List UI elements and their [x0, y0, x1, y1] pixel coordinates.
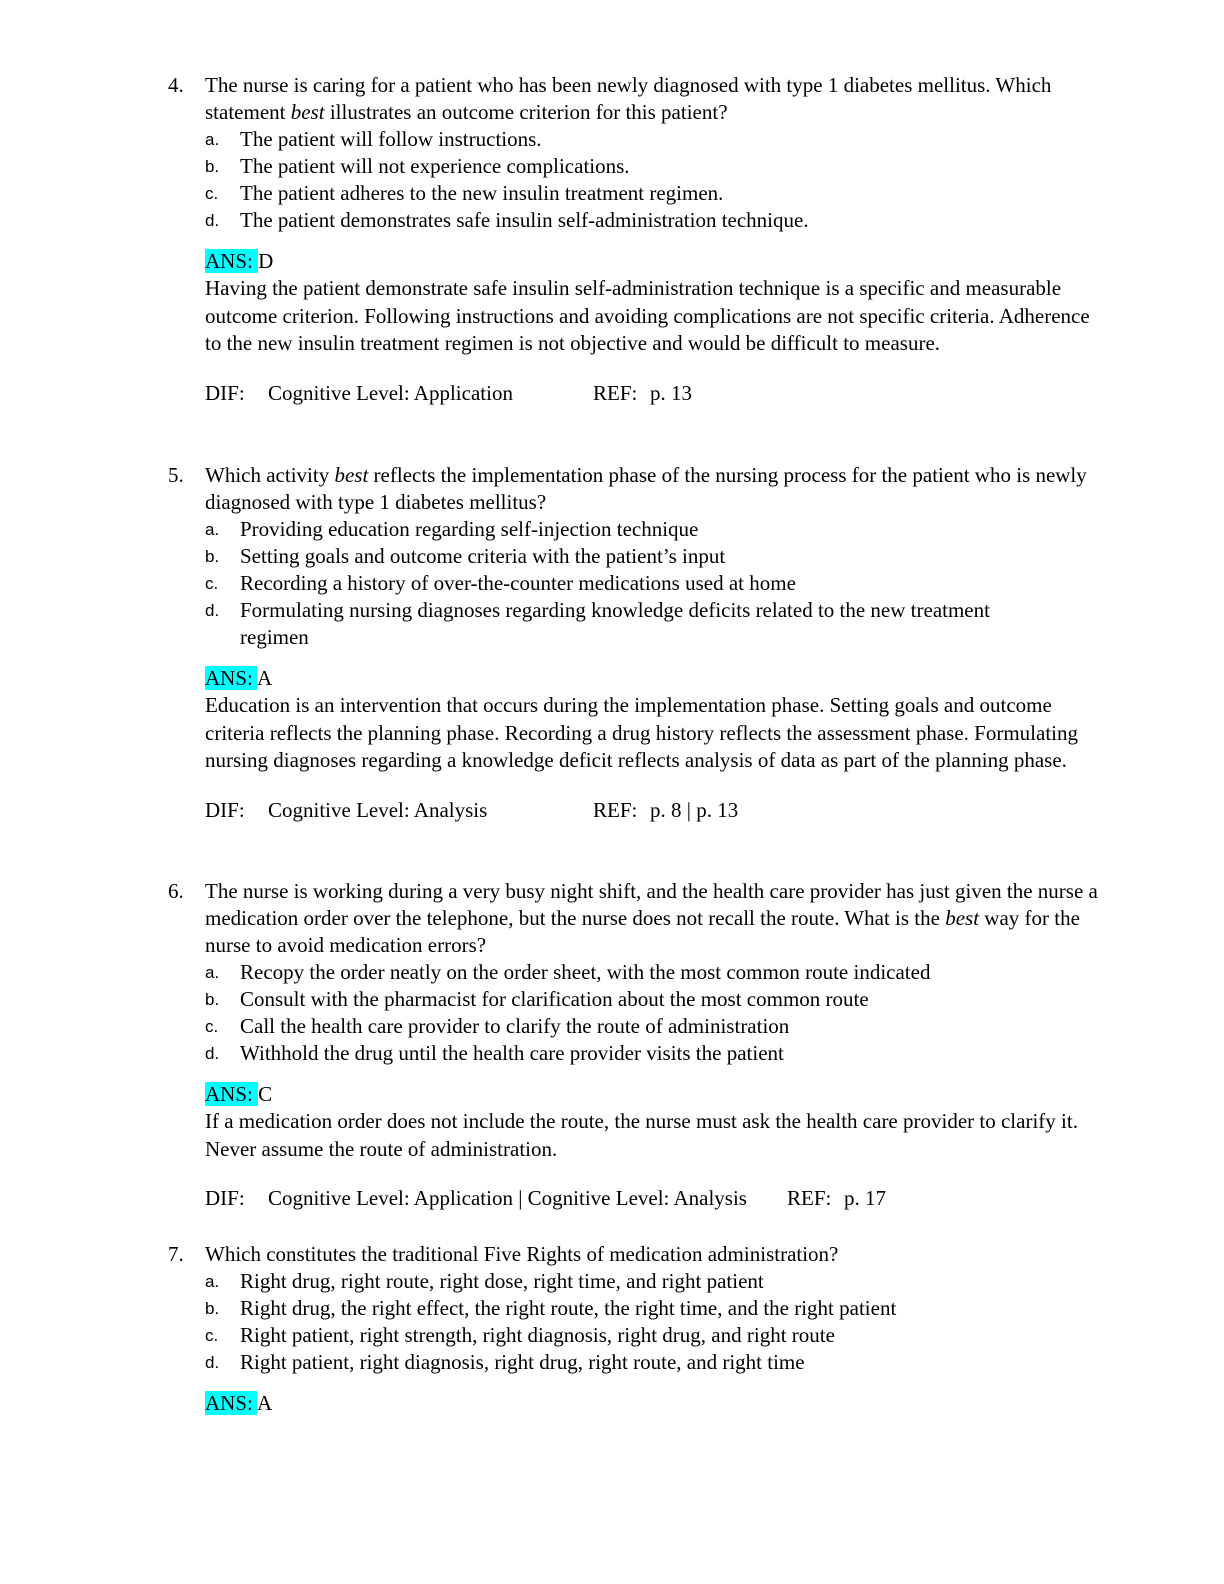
stem-text: Which constitutes the traditional Five Rights of medication administration? — [205, 1242, 839, 1266]
question-meta — [205, 380, 1128, 407]
question-stem-row — [168, 878, 1128, 959]
option-c — [205, 1013, 1128, 1040]
option-text: Right drug, the right effect, the right route, the right time, and the right patient — [240, 1296, 897, 1320]
option-c — [205, 1322, 1128, 1349]
option-text: Recopy the order neatly on the order sheet, with the most common route indicated — [240, 960, 931, 984]
question-stem — [205, 72, 1105, 126]
ref-label: REF: — [593, 797, 638, 822]
question-stem-row — [168, 462, 1128, 516]
dif-value: Cognitive Level: Application — [268, 380, 513, 405]
dif-value: Cognitive Level: Application | Cognitive Level: Analysis — [268, 1186, 747, 1210]
answer-label: ANS: — [205, 1082, 259, 1106]
option-text: Right drug, right route, right dose, right time, and right patient — [240, 1269, 764, 1293]
stem-text: The nurse is caring for a patient who has been newly diagnosed with type 1 diabetes mellitus. Which statement — [205, 73, 1052, 124]
answer-options — [205, 1268, 1128, 1376]
answer-row — [205, 248, 1128, 275]
answer-value: A — [256, 666, 273, 690]
option-letter: d. — [205, 211, 220, 230]
answer-options — [205, 959, 1128, 1067]
question-7 — [168, 1241, 1128, 1417]
ref-value: p. 13 — [650, 380, 692, 405]
option-text: The patient adheres to the new insulin treatment regimen. — [240, 181, 724, 205]
dif-label: DIF: — [205, 797, 245, 822]
option-text: Withhold the drug until the health care provider visits the patient — [240, 1041, 784, 1065]
option-text: Formulating nursing diagnoses regarding knowledge deficits related to the new treatment regimen — [240, 598, 990, 649]
option-letter: c. — [205, 1326, 219, 1345]
option-a — [205, 1268, 1128, 1295]
option-letter: c. — [205, 184, 219, 203]
option-text: Right patient, right strength, right diagnosis, right drug, and right route — [240, 1323, 835, 1347]
stem-text: The nurse is working during a very busy night shift, and the health care provider has just given the nurse a medication order over the telephone, but the nurse does not recall the route. What is the — [205, 879, 1098, 930]
ref-value: p. 17 — [844, 1186, 886, 1210]
option-text: Recording a history of over-the-counter medications used at home — [240, 571, 796, 595]
option-d — [205, 1040, 1128, 1067]
stem-emphasis: best — [290, 100, 325, 124]
rationale-text: If a medication order does not include the route, the nurse must ask the health care provider to clarify it. Never assume the route of administration. — [205, 1109, 1078, 1161]
question-number: 7. — [168, 1242, 184, 1266]
option-d — [205, 597, 1128, 651]
option-text: Consult with the pharmacist for clarification about the most common route — [240, 987, 869, 1011]
option-letter: b. — [205, 157, 220, 176]
ref-label: REF: — [593, 380, 638, 405]
question-stem-row — [168, 72, 1128, 126]
question-stem-row — [168, 1241, 1128, 1268]
option-letter: d. — [205, 1353, 220, 1372]
option-letter: c. — [205, 574, 219, 593]
answer-row — [205, 665, 1128, 692]
option-c — [205, 570, 1128, 597]
stem-text: Which activity — [205, 463, 335, 487]
stem-text: illustrates an outcome criterion for this patient? — [324, 100, 728, 124]
question-meta — [205, 1185, 1128, 1212]
option-a — [205, 126, 1128, 153]
option-text: Providing education regarding self-injection technique — [240, 517, 699, 541]
stem-text: reflects the implementation phase of the nursing process for the patient who is newly diagnosed with type 1 diabetes mellitus? — [205, 463, 1087, 514]
option-text: The patient will follow instructions. — [240, 127, 542, 151]
question-number: 6. — [168, 879, 184, 903]
option-letter: b. — [205, 1299, 220, 1318]
answer-value: D — [258, 249, 274, 273]
option-a — [205, 959, 1128, 986]
option-c — [205, 180, 1128, 207]
question-number: 4. — [168, 73, 184, 97]
option-b — [205, 543, 1128, 570]
question-stem — [205, 462, 1105, 516]
option-letter: b. — [205, 547, 220, 566]
answer-label: ANS: — [205, 666, 257, 690]
question-6 — [168, 878, 1128, 1212]
dif-label: DIF: — [205, 1186, 245, 1210]
option-text: Call the health care provider to clarify the route of administration — [240, 1014, 790, 1038]
option-letter: a. — [205, 963, 220, 982]
option-text: Right patient, right diagnosis, right drug, right route, and right time — [240, 1350, 805, 1374]
option-b — [205, 986, 1128, 1013]
option-d — [205, 1349, 1128, 1376]
option-b — [205, 1295, 1128, 1322]
option-letter: c. — [205, 1017, 219, 1036]
stem-emphasis: best — [945, 906, 980, 930]
stem-emphasis: best — [334, 463, 369, 487]
answer-label: ANS: — [205, 1391, 257, 1415]
option-letter: d. — [205, 601, 220, 620]
answer-row — [205, 1390, 1128, 1417]
question-meta — [205, 797, 1128, 824]
option-text: The patient will not experience complications. — [240, 154, 630, 178]
ref-label: REF: — [787, 1186, 832, 1210]
option-d — [205, 207, 1128, 234]
question-4 — [168, 72, 1128, 407]
answer-value: C — [258, 1082, 273, 1106]
question-5 — [168, 462, 1128, 824]
dif-value: Cognitive Level: Analysis — [268, 797, 488, 822]
stem-text: way for the nurse to avoid medication errors? — [205, 906, 1080, 957]
option-text: Setting goals and outcome criteria with the patient’s input — [240, 544, 726, 568]
option-letter: b. — [205, 990, 220, 1009]
question-stem — [205, 1241, 1105, 1268]
rationale-text: Having the patient demonstrate safe insulin self-administration technique is a specific and measurable outcome criterion. Following instructions and avoiding complications are not specific criteria. Adherence to the new insulin treatment regimen is not objective and would be difficult to measure. — [205, 276, 1090, 355]
question-stem — [205, 878, 1105, 959]
option-letter: a. — [205, 1272, 220, 1291]
ref-value: p. 8 | p. 13 — [650, 797, 739, 822]
question-number: 5. — [168, 463, 184, 487]
answer-options — [205, 516, 1128, 651]
answer-label: ANS: — [205, 249, 259, 273]
option-letter: a. — [205, 520, 220, 539]
option-b — [205, 153, 1128, 180]
option-letter: d. — [205, 1044, 220, 1063]
answer-options — [205, 126, 1128, 234]
dif-label: DIF: — [205, 380, 245, 405]
option-text: The patient demonstrates safe insulin self-administration technique. — [240, 208, 809, 232]
answer-row — [205, 1081, 1128, 1108]
option-a — [205, 516, 1128, 543]
option-letter: a. — [205, 130, 220, 149]
rationale-text: Education is an intervention that occurs during the implementation phase. Setting goals and outcome criteria reflects the planning phase. Recording a drug history reflects the assessment phase. Formulating nursing diagnoses regarding a knowledge deficit reflects analysis of data as part of the planning phase. — [205, 693, 1078, 772]
answer-value: A — [256, 1391, 273, 1415]
